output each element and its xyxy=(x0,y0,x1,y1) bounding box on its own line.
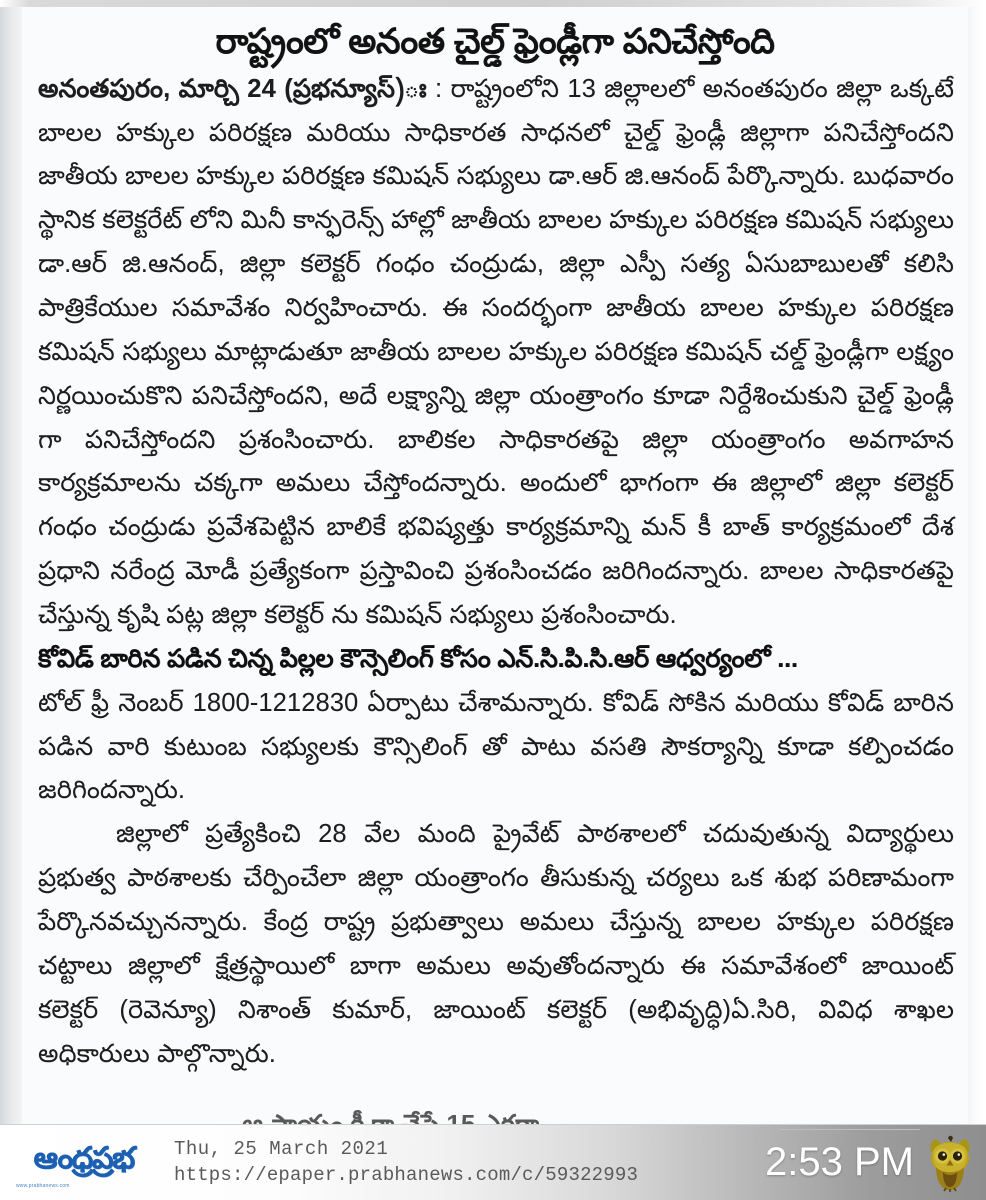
status-bar-clock: 2:53 PM xyxy=(765,1140,914,1184)
article-subheading: కోవిడ్ బారిన పడిన చిన్న పిల్లల కౌన్సెలింగ్ కోసం ఎన్.సి.పి.సి.ఆర్ ఆధ్వర్యంలో ... xyxy=(38,644,798,673)
article-headline: రాష్ట్రంలో అనంత చైల్డ్ ఫ్రెండ్లీగా పనిచేస్తోంది xyxy=(215,22,775,61)
clipped-partial-line xyxy=(242,1107,712,1123)
newspaper-clipping xyxy=(22,7,968,1125)
epaper-footer-bar xyxy=(0,1124,986,1200)
andhra-prabha-logo[interactable] xyxy=(8,1138,160,1188)
footer-url[interactable]: https://epaper.prabhanews.com/c/59322993 xyxy=(174,1163,639,1186)
logo-wordmark: ఆంధ్రప్రభ xyxy=(33,1142,135,1175)
logo-subtext: www.prabhanews.com xyxy=(16,1182,70,1189)
owl-icon[interactable] xyxy=(924,1134,976,1192)
article-paragraph-3: జిల్లాలో ప్రత్యేకించి 28 వేల మంది ప్రైవేట్ పాఠశాలలో చదువుతున్న విద్యార్థులు ప్రభుత్వ పాఠశాలకు చేర్పించేలా జిల్లా యంత్రాంగం తీసుకున్న చర్యలు ఒక శుభ పరిణామంగా పేర్కొనవచ్చునన్నారు. కేంద్ర రాష్ట్ర ప్రభుత్వాలు అమలు చేస్తున్న బాలల హక్కుల పరిరక్షణ చట్టాలు జిల్లాలో క్షేత్రస్థాయిలో బాగా అమలు అవుతోందన్నారు ఈ సమావేశంలో జాయింట్ కలెక్టర్ (రెవెన్యూ) నిశాంత్ కుమార్, జాయింట్ కలెక్టర్ (అభివృద్ధి)ఏ.సిరి, వివిధ శాఖల అధికారులు పాల్గొన్నారు. xyxy=(38,820,954,1068)
article-paragraph-lead-text: : రాష్ట్రంలోని 13 జిల్లాలలో అనంతపురం జిల్లా ఒక్కటే బాలల హక్కుల పరిరక్షణ మరియు సాధికారత సాధనలో చైల్డ్ ఫ్రెండ్లీ జిల్లాగా పనిచేస్తోందని జాతీయ బాలల హక్కుల పరిరక్షణ కమిషన్ సభ్యులు డా.ఆర్ జి.ఆనంద్ పేర్కొన్నారు. బుధవారం స్థానిక కలెక్టరేట్ లోని మినీ కాన్ఫరెన్స్ హాల్లో జాతీయ బాలల హక్కుల పరిరక్షణ కమిషన్ సభ్యులు డా.ఆర్ జి.ఆనంద్, జిల్లా కలెక్టర్ గంధం చంద్రుడు, జిల్లా ఎస్పీ సత్య ఏసుబాబులతో కలిసి పాత్రికేయుల సమావేశం నిర్వహించారు. ఈ సందర్భంగా జాతీయ బాలల హక్కుల పరిరక్షణ కమిషన్ సభ్యులు మాట్లాడుతూ జాతీయ బాలల హక్కుల పరిరక్షణ కమిషన్ చల్డ్ ఫ్రెండ్లీగా లక్ష్యం నిర్ణయించుకొని పనిచేస్తోందని, అదే లక్ష్యాన్ని జిల్లా యంత్రాంగం కూడా నిర్దేశించుకుని చైల్డ్ ఫ్రెండ్లీ గా పనిచేస్తోందని ప్రశంసించారు. బాలికల సాధికారతపై జిల్లా యంత్రాంగం అవగాహన కార్యక్రమాలను చక్కగా అమలు చేస్తోందన్నారు. అందులో భాగంగా ఈ జిల్లాలో జిల్లా కలెక్టర్ గంధం చంద్రుడు ప్రవేశపెట్టిన బాలికే భవిష్యత్తు కార్యక్రమాన్ని మన్ కీ బాత్ కార్యక్రమంలో దేశ ప్రధాని నరేంద్ర మోడీ ప్రత్యేకంగా ప్రస్తావించి ప్రశంసించడం జరిగిందన్నారు. బాలల సాధికారతపై చేస్తున్న కృషి పట్ల జిల్లా కలెక్టర్ ను కమిషన్ సభ్యులు ప్రశంసించారు. xyxy=(38,74,954,629)
page-right-edge-shadow xyxy=(968,7,986,1132)
footer-date: Thu, 25 March 2021 xyxy=(174,1137,389,1160)
article-dateline: అనంతపురం, మార్చి 24 (ప్రభన్యూస్)ః xyxy=(38,74,427,103)
article-paragraph-lead xyxy=(38,68,954,638)
footer-divider xyxy=(780,1129,920,1130)
footer-metadata xyxy=(174,1137,638,1188)
article-paragraph-2: టోల్ ఫ్రీ నెంబర్ 1800-1212830 ఏర్పాటు చేశామన్నారు. కోవిడ్ సోకిన మరియు కోవిడ్ బారిన పడిన వారి కుటుంబ సభ్యులకు కౌన్సిలింగ్ తో పాటు వసతి సౌకర్యాన్ని కూడా కల్పించడం జరిగిందన్నారు. xyxy=(38,688,954,805)
top-edge-strip xyxy=(0,0,986,7)
footer-right-group xyxy=(765,1134,986,1192)
footer-left-group xyxy=(0,1132,638,1194)
article-body xyxy=(38,68,954,1077)
